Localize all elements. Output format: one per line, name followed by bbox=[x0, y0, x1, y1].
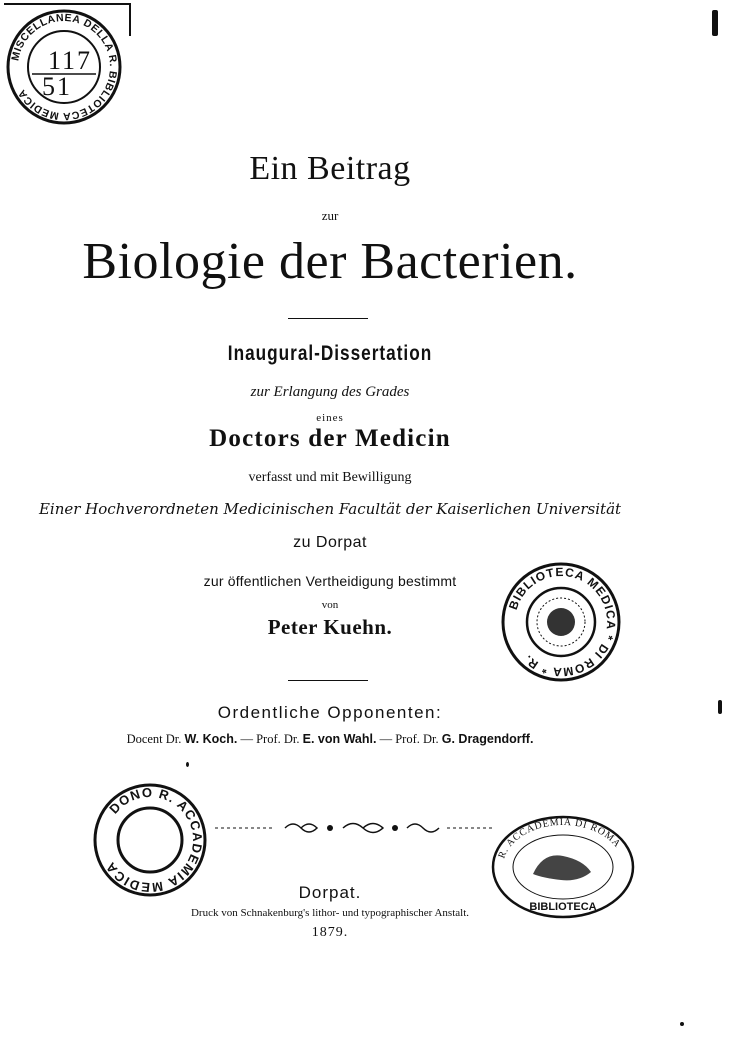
imprint-year: 1879. bbox=[311, 925, 349, 940]
faculty-line: Einer Hochverordneten Medicinischen Facultät der Kaiserlichen Universität bbox=[38, 500, 622, 518]
scan-speck bbox=[186, 762, 189, 767]
svg-text:BIBLIOTECA MEDICA * DI ROMA *: BIBLIOTECA MEDICA * DI ROMA * R. bbox=[505, 564, 619, 680]
svg-text:MISCELLANEA DELLA R. BIBLIOTEC: MISCELLANEA DELLA R. BIBLIOTECA MEDICA bbox=[9, 11, 120, 123]
page-title: Biologie der Bacterien. bbox=[82, 233, 578, 290]
opponent-title: Docent Dr. bbox=[126, 732, 182, 746]
opponents-list bbox=[0, 732, 660, 747]
svg-text:DONO R. ACCADEMIA MEDICA: DONO R. ACCADEMIA MEDICA bbox=[102, 784, 206, 896]
scan-speck bbox=[718, 700, 722, 714]
shelf-mark-stamp bbox=[2, 2, 132, 132]
scan-speck bbox=[712, 10, 718, 36]
title-prefix: Ein Beitrag bbox=[249, 150, 411, 187]
purpose-line: zur Erlangung des Grades bbox=[250, 384, 410, 400]
title-zur: zur bbox=[321, 208, 339, 223]
opponents-heading: Ordentliche Opponenten: bbox=[217, 703, 443, 722]
opponent-title: — Prof. Dr. bbox=[379, 732, 439, 746]
divider-rule bbox=[288, 318, 368, 319]
dissertation-label: Inaugural-Dissertation bbox=[227, 342, 433, 365]
scan-speck bbox=[680, 1022, 684, 1026]
shelf-number-top: 117 bbox=[48, 46, 93, 75]
author-name: Peter Kuehn. bbox=[267, 615, 393, 639]
svg-text:R. ACCADEMIA DI ROMA: R. ACCADEMIA DI ROMA bbox=[496, 816, 623, 861]
divider-rule-2 bbox=[288, 680, 368, 681]
opponent-name: G. Dragendorff. bbox=[441, 732, 534, 746]
degree-line: Doctors der Medicin bbox=[209, 425, 451, 452]
library-stamp bbox=[496, 560, 626, 690]
opponent-title: — Prof. Dr. bbox=[240, 732, 300, 746]
imprint-city: Dorpat. bbox=[298, 883, 362, 902]
shelf-number-bottom: 51 bbox=[42, 72, 72, 101]
von-line: von bbox=[321, 599, 339, 611]
opponent-name: E. von Wahl. bbox=[302, 732, 377, 746]
defence-line: zur öffentlichen Vertheidigung bestimmt bbox=[203, 573, 457, 589]
oval-stamp-label: BIBLIOTECA bbox=[529, 901, 597, 913]
place-line: zu Dorpat bbox=[293, 534, 367, 551]
eines-line: eines bbox=[316, 412, 344, 424]
consent-line: verfasst und mit Bewilligung bbox=[248, 470, 412, 485]
imprint-printer: Druck von Schnakenburg's lithor- und typographischer Anstalt. bbox=[190, 907, 470, 919]
opponent-name: W. Koch. bbox=[184, 732, 238, 746]
ornament-rule bbox=[215, 818, 495, 842]
academy-oval-stamp bbox=[488, 812, 638, 922]
donor-stamp bbox=[90, 780, 210, 900]
